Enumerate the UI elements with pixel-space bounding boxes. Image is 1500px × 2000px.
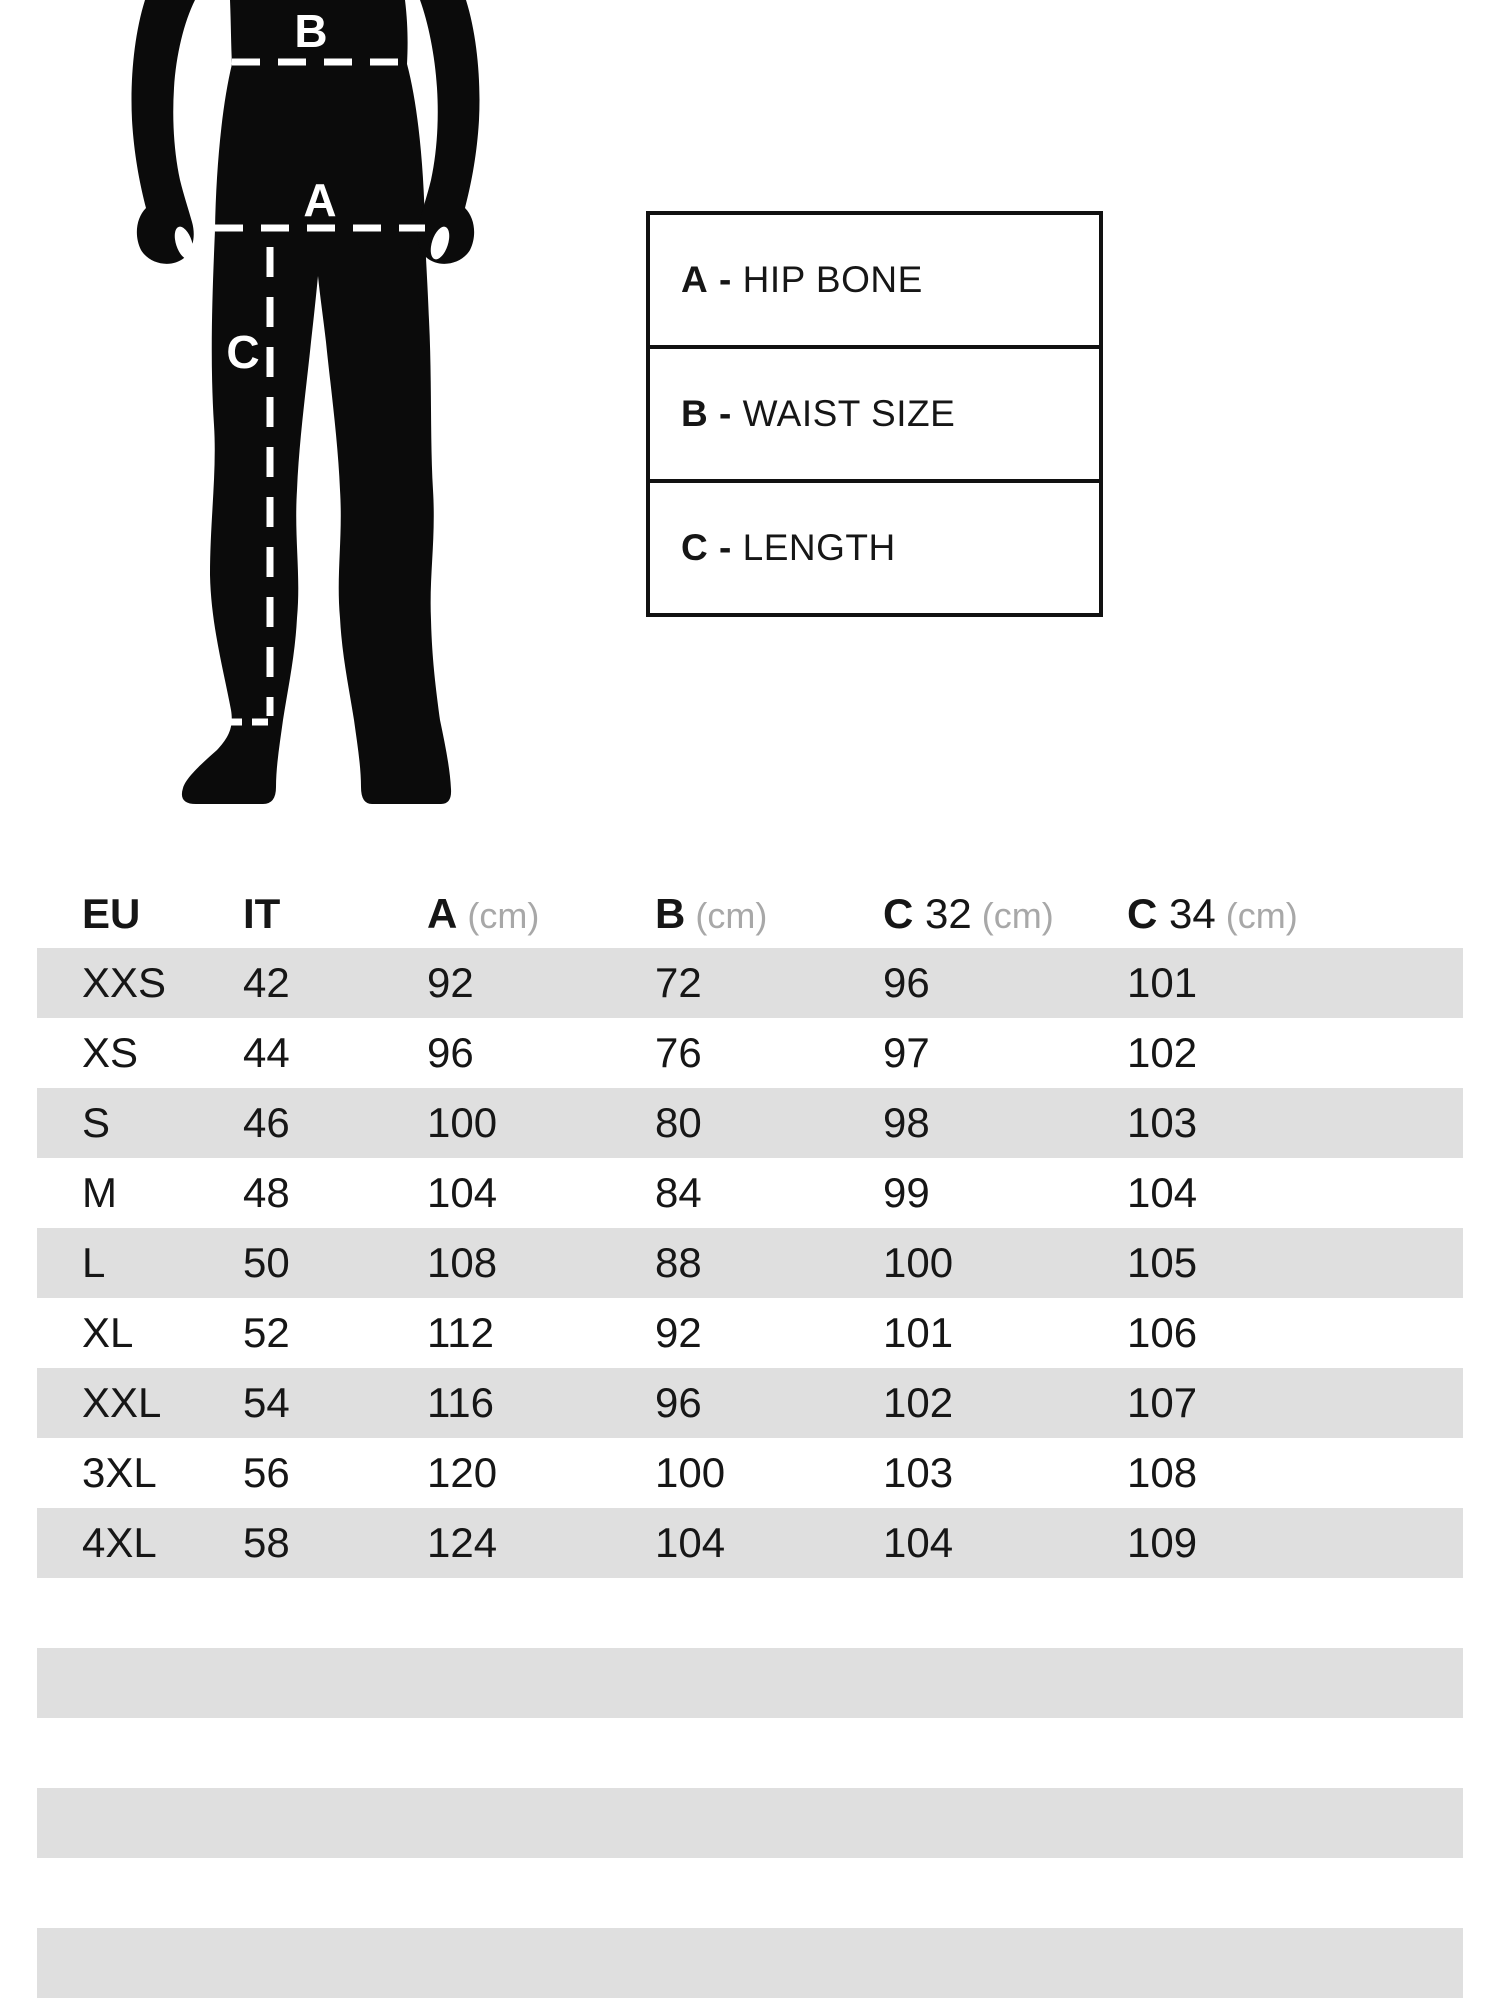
value-cell: 76 bbox=[655, 1029, 702, 1076]
table-row bbox=[37, 1088, 1463, 1158]
value-cell: 48 bbox=[243, 1169, 290, 1216]
value-cell: 99 bbox=[883, 1169, 930, 1216]
value-cell: 44 bbox=[243, 1029, 290, 1076]
value-cell: 100 bbox=[427, 1099, 498, 1146]
legend-label: HIP BONE bbox=[742, 259, 923, 300]
value-cell: 108 bbox=[1127, 1449, 1198, 1496]
value-cell: 52 bbox=[243, 1309, 290, 1356]
value-cell: 84 bbox=[655, 1169, 702, 1216]
legend-item-length bbox=[646, 479, 1103, 617]
legend-key: A bbox=[681, 259, 709, 300]
right-arm-shape bbox=[417, 0, 479, 264]
table-row bbox=[37, 1158, 1463, 1228]
value-cell: 88 bbox=[655, 1239, 702, 1286]
value-cell: 112 bbox=[427, 1309, 494, 1356]
table-row bbox=[37, 1228, 1463, 1298]
header-cell: B (cm) bbox=[655, 890, 768, 937]
size-cell: XXL bbox=[82, 1379, 162, 1426]
header-cell: IT bbox=[243, 890, 281, 937]
size-cell: XS bbox=[82, 1029, 139, 1076]
size-cell: 3XL bbox=[82, 1449, 157, 1496]
value-cell: 46 bbox=[243, 1099, 290, 1146]
size-table bbox=[37, 880, 1463, 1998]
header-cell: EU bbox=[82, 890, 141, 937]
value-cell: 58 bbox=[243, 1519, 290, 1566]
value-cell: 98 bbox=[883, 1099, 930, 1146]
table-empty-row bbox=[37, 1788, 1463, 1858]
size-cell: XXS bbox=[82, 959, 167, 1006]
value-cell: 102 bbox=[883, 1379, 954, 1426]
value-cell: 97 bbox=[883, 1029, 930, 1076]
table-empty-row bbox=[37, 1718, 1463, 1788]
value-cell: 104 bbox=[883, 1519, 954, 1566]
table-row bbox=[37, 1508, 1463, 1578]
table-empty-row bbox=[37, 1648, 1463, 1718]
measure-letter-b: B bbox=[294, 5, 328, 57]
legend-key: B bbox=[681, 393, 709, 434]
legend-label: WAIST SIZE bbox=[742, 393, 956, 434]
table-empty-row bbox=[37, 1578, 1463, 1648]
size-cell: M bbox=[82, 1169, 117, 1216]
value-cell: 72 bbox=[655, 959, 702, 1006]
table-row bbox=[37, 1298, 1463, 1368]
legend-separator: - bbox=[708, 259, 743, 300]
value-cell: 100 bbox=[883, 1239, 954, 1286]
value-cell: 96 bbox=[655, 1379, 702, 1426]
legend-separator: - bbox=[708, 527, 743, 568]
value-cell: 92 bbox=[655, 1309, 702, 1356]
header-cell: C 34 (cm) bbox=[1127, 890, 1298, 937]
value-cell: 54 bbox=[243, 1379, 290, 1426]
value-cell: 100 bbox=[655, 1449, 726, 1496]
value-cell: 56 bbox=[243, 1449, 290, 1496]
size-cell: XL bbox=[82, 1309, 134, 1356]
value-cell: 80 bbox=[655, 1099, 702, 1146]
header-cell: A (cm) bbox=[427, 890, 540, 937]
torso-legs-shape bbox=[182, 0, 451, 804]
value-cell: 104 bbox=[1127, 1169, 1198, 1216]
value-cell: 104 bbox=[655, 1519, 726, 1566]
value-cell: 101 bbox=[1127, 959, 1198, 1006]
table-row bbox=[37, 1368, 1463, 1438]
legend-separator: - bbox=[708, 393, 743, 434]
left-arm-shape bbox=[132, 0, 195, 264]
size-cell: L bbox=[82, 1239, 106, 1286]
legend-item-hip-bone bbox=[646, 211, 1103, 349]
legend-key: C bbox=[681, 527, 709, 568]
value-cell: 107 bbox=[1127, 1379, 1198, 1426]
value-cell: 50 bbox=[243, 1239, 290, 1286]
value-cell: 101 bbox=[883, 1309, 954, 1356]
value-cell: 96 bbox=[427, 1029, 474, 1076]
value-cell: 102 bbox=[1127, 1029, 1198, 1076]
value-cell: 116 bbox=[427, 1379, 494, 1426]
legend-item-waist-size bbox=[646, 345, 1103, 483]
value-cell: 124 bbox=[427, 1519, 498, 1566]
size-cell: S bbox=[82, 1099, 111, 1146]
measurement-legend bbox=[646, 211, 1103, 617]
value-cell: 103 bbox=[883, 1449, 954, 1496]
value-cell: 92 bbox=[427, 959, 474, 1006]
value-cell: 96 bbox=[883, 959, 930, 1006]
value-cell: 120 bbox=[427, 1449, 498, 1496]
size-cell: 4XL bbox=[82, 1519, 157, 1566]
value-cell: 42 bbox=[243, 959, 290, 1006]
measure-letter-c: C bbox=[226, 326, 260, 378]
legend-label: LENGTH bbox=[742, 527, 896, 568]
body-measurement-figure bbox=[110, 0, 490, 810]
table-header-row bbox=[37, 880, 1463, 948]
value-cell: 104 bbox=[427, 1169, 498, 1216]
table-row bbox=[37, 948, 1463, 1018]
header-cell: C 32 (cm) bbox=[883, 890, 1054, 937]
table-row bbox=[37, 1018, 1463, 1088]
value-cell: 103 bbox=[1127, 1099, 1198, 1146]
table-empty-row bbox=[37, 1858, 1463, 1928]
value-cell: 108 bbox=[427, 1239, 498, 1286]
value-cell: 105 bbox=[1127, 1239, 1198, 1286]
measure-letter-a: A bbox=[303, 174, 337, 226]
value-cell: 106 bbox=[1127, 1309, 1198, 1356]
value-cell: 109 bbox=[1127, 1519, 1198, 1566]
lower-body-silhouette-image bbox=[110, 0, 490, 810]
table-empty-row bbox=[37, 1928, 1463, 1998]
table-row bbox=[37, 1438, 1463, 1508]
